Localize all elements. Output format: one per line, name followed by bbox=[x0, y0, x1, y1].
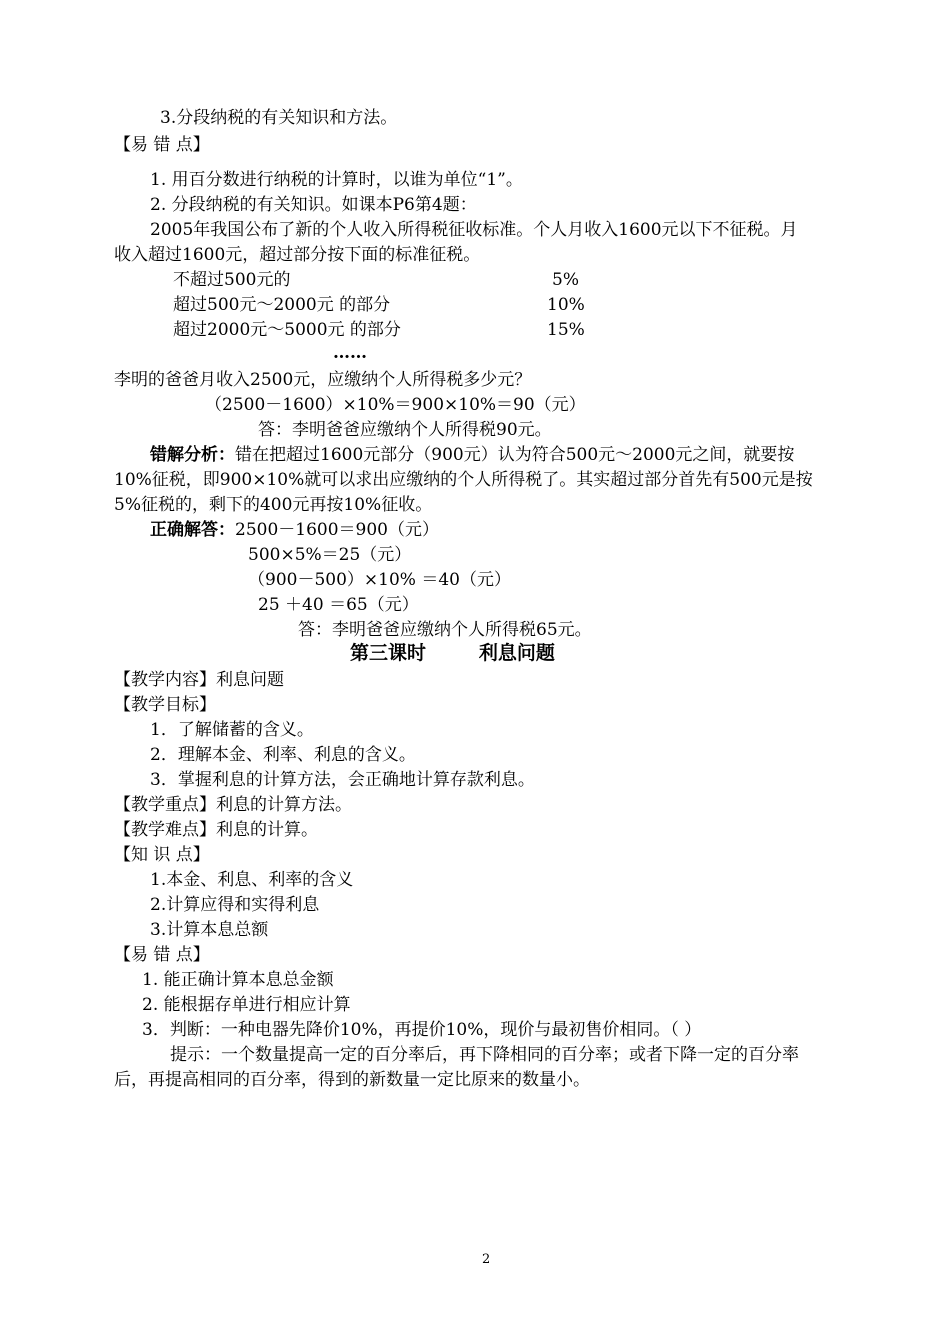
page-number: 2 bbox=[482, 1252, 491, 1267]
tax-row-range: 超过2000元～5000元 的部分 bbox=[173, 320, 401, 340]
correct-answer-label: 正确解答： bbox=[150, 520, 235, 540]
correct-step-1: 2500－1600＝900（元） bbox=[235, 520, 439, 540]
tax-row-rate: 10% bbox=[547, 295, 585, 315]
error-analysis-text-3: 5%征税的，剩下的400元再按10%征收。 bbox=[114, 495, 433, 515]
correct-step-3: （900－500）×10% ＝40（元） bbox=[248, 570, 511, 590]
tax-row-rate: 15% bbox=[547, 320, 585, 340]
point-3-text: 3.分段纳税的有关知识和方法。 bbox=[160, 108, 398, 128]
error-analysis-line bbox=[150, 444, 794, 466]
tax-standard-paragraph-cont: 收入超过1600元，超过部分按下面的标准征税。 bbox=[114, 245, 481, 265]
error-analysis-label: 错解分析： bbox=[150, 445, 235, 465]
error-analysis-text-2: 10%征税，即900×10%就可以求出应缴纳的个人所得税了。其实超过部分首先有500元是按 bbox=[114, 470, 813, 490]
mistake-1: 1. 用百分数进行纳税的计算时，以谁为单位“1”。 bbox=[150, 170, 523, 190]
teaching-goals-heading: 【教学目标】 bbox=[114, 695, 216, 715]
correct-step-4: 25 ＋40 ＝65（元） bbox=[258, 595, 419, 615]
question-text: 李明的爸爸月收入2500元，应缴纳个人所得税多少元？ bbox=[114, 370, 532, 390]
knowledge-heading: 【知 识 点】 bbox=[114, 845, 210, 865]
error-analysis-text: 错在把超过1600元部分（900元）认为符合500元～2000元之间，就要按 bbox=[235, 445, 795, 465]
lesson-title: 第三课时 利息问题 bbox=[350, 642, 555, 664]
mistake-item: 3．判断：一种电器先降价10%，再提价10%，现价与最初售价相同。（ ） bbox=[142, 1020, 702, 1040]
hint-text: 提示：一个数量提高一定的百分率后，再下降相同的百分率；或者下降一定的百分率 bbox=[170, 1045, 799, 1065]
mistake-2: 2. 分段纳税的有关知识。如课本P6第4题： bbox=[150, 195, 477, 215]
goal-item: 3．掌握利息的计算方法，会正确地计算存款利息。 bbox=[150, 770, 535, 790]
teaching-key-point: 【教学重点】利息的计算方法。 bbox=[114, 795, 352, 815]
correct-final-answer: 答：李明爸爸应缴纳个人所得税65元。 bbox=[298, 620, 592, 640]
correct-answer-line bbox=[150, 519, 439, 541]
wrong-answer: 答：李明爸爸应缴纳个人所得税90元。 bbox=[258, 420, 552, 440]
knowledge-item: 1.本金、利息、利率的含义 bbox=[150, 870, 354, 890]
section-mistakes-heading: 【易 错 点】 bbox=[114, 945, 210, 965]
tax-row-range: 不超过500元的 bbox=[173, 270, 291, 290]
wrong-calculation: （2500－1600）×10%＝900×10%＝90（元） bbox=[205, 395, 586, 415]
tax-standard-paragraph: 2005年我国公布了新的个人收入所得税征收标准。个人月收入1600元以下不征税。月 bbox=[150, 220, 798, 240]
tax-row-rate: 5% bbox=[552, 270, 579, 290]
mistakes-heading: 【易 错 点】 bbox=[114, 135, 210, 155]
hint-text-cont: 后，再提高相同的百分率，得到的新数量一定比原来的数量小。 bbox=[114, 1070, 590, 1090]
goal-item: 2．理解本金、利率、利息的含义。 bbox=[150, 745, 416, 765]
knowledge-item: 3.计算本息总额 bbox=[150, 920, 269, 940]
knowledge-item: 2.计算应得和实得利息 bbox=[150, 895, 320, 915]
mistake-item: 2. 能根据存单进行相应计算 bbox=[142, 995, 351, 1015]
tax-row-range: 超过500元～2000元 的部分 bbox=[173, 295, 391, 315]
teaching-content: 【教学内容】利息问题 bbox=[114, 670, 284, 690]
ellipsis: …… bbox=[333, 343, 367, 363]
goal-item: 1．了解储蓄的含义。 bbox=[150, 720, 314, 740]
mistake-item: 1. 能正确计算本息总金额 bbox=[142, 970, 334, 990]
correct-step-2: 500×5%＝25（元） bbox=[248, 545, 412, 565]
teaching-difficulty: 【教学难点】利息的计算。 bbox=[114, 820, 318, 840]
